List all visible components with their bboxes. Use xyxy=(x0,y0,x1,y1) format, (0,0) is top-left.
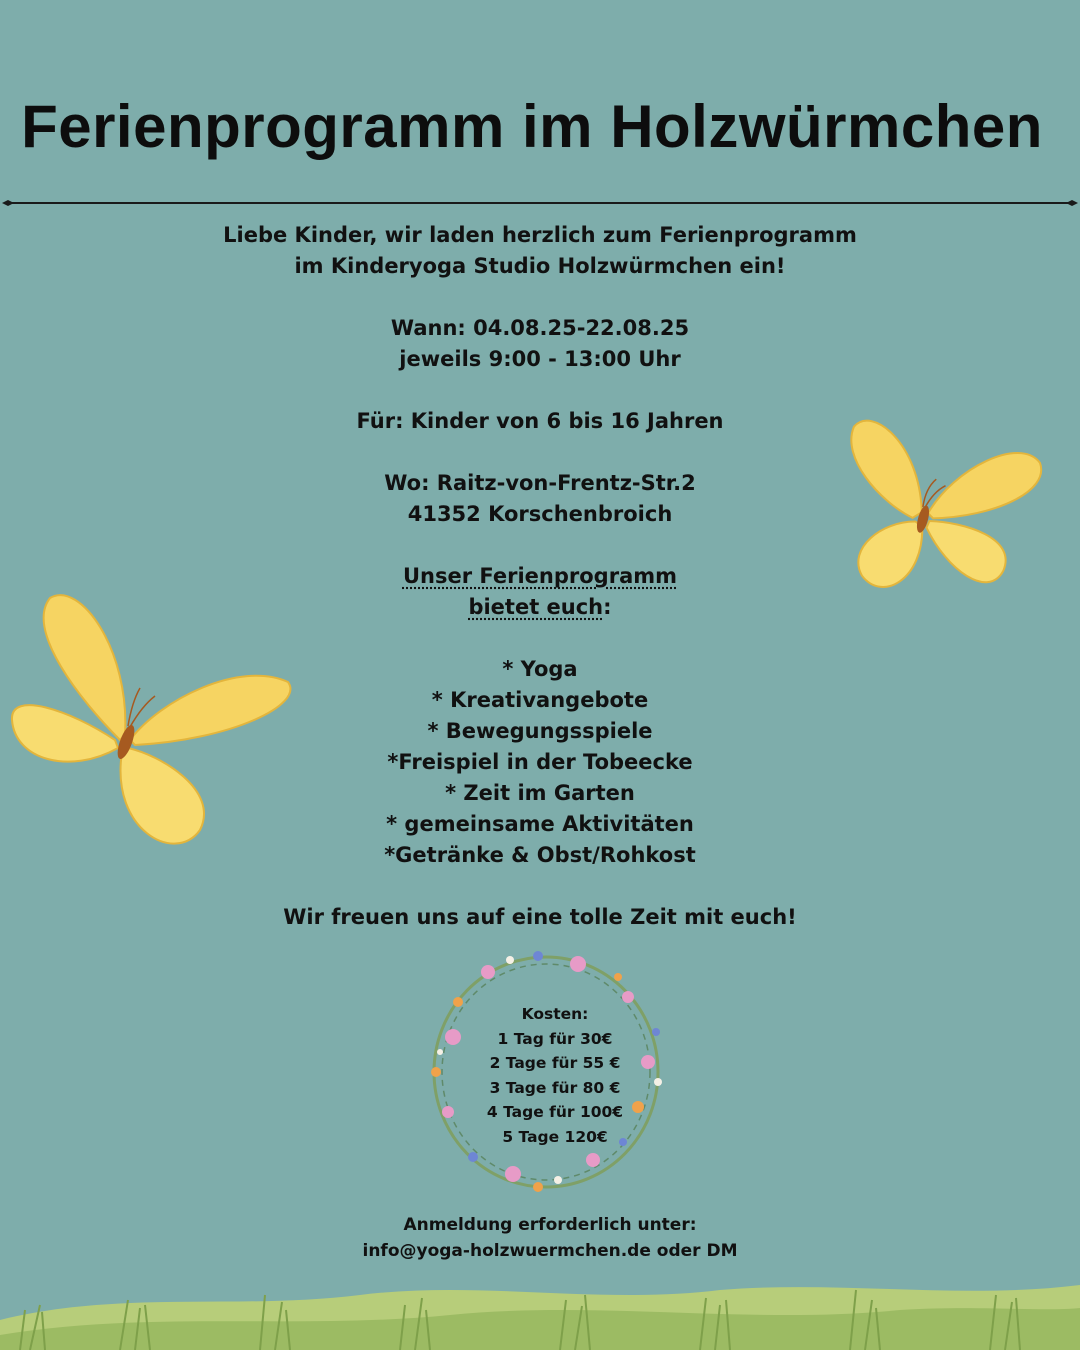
costs-box xyxy=(446,1002,664,1150)
page-title: Ferienprogramm im Holzwürmchen xyxy=(21,93,1043,160)
closing-text: Wir freuen uns auf eine tolle Zeit mit euch! xyxy=(283,905,797,929)
offer-item: * Kreativangebote xyxy=(431,688,649,712)
offer-item: * Zeit im Garten xyxy=(445,781,635,805)
signup-heading: Anmeldung erforderlich unter: xyxy=(403,1215,697,1235)
offer-heading-colon: : xyxy=(603,595,612,619)
offer-item: * Bewegungsspiele xyxy=(427,719,653,743)
offer-item: * gemeinsame Aktivitäten xyxy=(386,812,694,836)
offer-heading-1 xyxy=(160,561,920,592)
offer-item: * Yoga xyxy=(502,657,578,681)
butterfly-icon xyxy=(840,400,1050,600)
when-time: jeweils 9:00 - 13:00 Uhr xyxy=(399,347,681,371)
offer-item: *Freispiel in der Tobeecke xyxy=(387,750,693,774)
offer-heading-text-2: bietet euch xyxy=(468,595,604,619)
divider-line xyxy=(0,193,1080,213)
when-date: Wann: 04.08.25-22.08.25 xyxy=(390,316,690,340)
offer-item: *Getränke & Obst/Rohkost xyxy=(384,843,696,867)
cost-item: 1 Tag für 30€ xyxy=(497,1029,613,1048)
for-age: Für: Kinder von 6 bis 16 Jahren xyxy=(356,409,724,433)
butterfly-icon xyxy=(10,590,295,855)
signup-contact: info@yoga-holzwuermchen.de oder DM xyxy=(362,1241,738,1261)
grass-decoration xyxy=(0,1250,1080,1350)
cost-item: 3 Tage für 80 € xyxy=(489,1078,621,1097)
cost-item: 2 Tage für 55 € xyxy=(489,1054,621,1073)
where-city: 41352 Korschenbroich xyxy=(407,502,673,526)
intro-line-2: im Kinderyoga Studio Holzwürmchen ein! xyxy=(294,254,786,278)
cost-item: 4 Tage für 100€ xyxy=(486,1103,624,1122)
offer-heading-text-1: Unser Ferienprogramm xyxy=(402,564,678,588)
cost-item: 5 Tage 120€ xyxy=(502,1127,608,1146)
where-street: Wo: Raitz-von-Frentz-Str.2 xyxy=(384,471,696,495)
intro-line-1: Liebe Kinder, wir laden herzlich zum Ferienprogramm xyxy=(223,223,857,247)
costs-heading: Kosten: xyxy=(521,1005,589,1023)
